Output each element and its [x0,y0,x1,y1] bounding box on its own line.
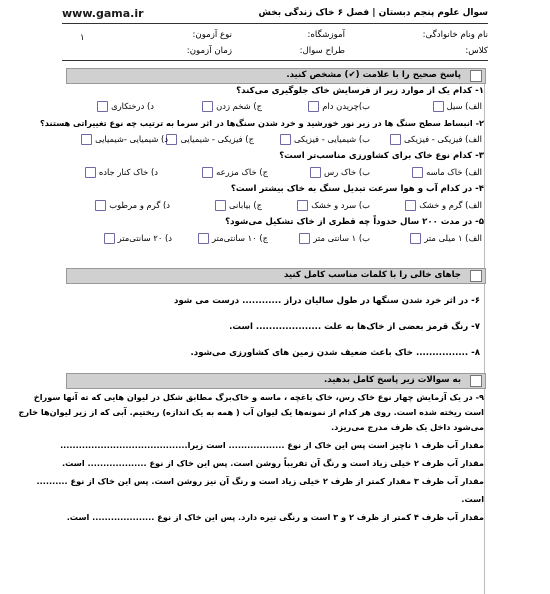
checkbox[interactable] [97,101,108,112]
q4-option-a[interactable]: الف) گرم و خشک [405,200,482,211]
q1-option-b[interactable]: ب)چریدن دام [308,101,370,112]
checkbox[interactable] [433,101,444,112]
question-5: ۵- در مدت ۲۰۰ سال حدوداً چه قطری از خاک تشکیل می‌شود؟ [225,217,484,227]
q2-option-d[interactable]: د) شیمیایی -شیمیایی [81,134,168,145]
class-label: کلاس: [465,46,488,56]
fill-blank-8[interactable]: ۸- ................ خاک باعث ضعیف شدن زمین های کشاورزی می‌شود. [190,348,480,358]
q4-option-c[interactable]: ج) بیابانی [215,200,262,211]
checkbox[interactable] [166,134,177,145]
section1-title: پاسخ صحیح را با علامت (✔) مشخص کنید. [286,70,461,80]
q3-option-d[interactable]: د) خاک کنار جاده [85,167,158,178]
q5-option-c[interactable]: ج) ۱۰ سانتی‌متر [198,233,268,244]
checkbox[interactable] [410,233,421,244]
checkbox[interactable] [85,167,96,178]
q5-option-b[interactable]: ب) ۱ سانتی متر [299,233,370,244]
section1-score-box [470,70,482,82]
q1-option-a[interactable]: الف) سیل [433,101,482,112]
section3-score-box [470,375,482,387]
q3-option-b[interactable]: ب) خاک رس [310,167,370,178]
q9-line-4[interactable]: مقدار آب ظرف ۱ ناچیز است پس این خاک از نوع .................. است زیرا......................................... [60,440,484,450]
q3-option-a[interactable]: الف) خاک ماسه [412,167,482,178]
checkbox[interactable] [310,167,321,178]
q1-option-d[interactable]: د) درختکاری [97,101,154,112]
q9-line-8[interactable]: مقدار آب ظرف ۴ کمتر از ظرف ۲ و ۳ است و رنگی تیره دارد. پس این خاک از نوع .................... است. [66,512,484,522]
q9-line-3: می‌شود داخل یک ظرف مدرج می‌ریزد. [331,422,484,432]
q4-option-b[interactable]: ب) سرد و خشک [297,200,370,211]
checkbox[interactable] [280,134,291,145]
q5-option-a[interactable]: الف) ۱ میلی متر [410,233,482,244]
fill-blank-7[interactable]: ۷- رنگ قرمز بعضی از خاک‌ها به علت .................... است. [229,322,480,332]
q5-option-d[interactable]: د) ۲۰ سانتی‌متر [104,233,172,244]
exam-type-label: نوع آزمون: [192,30,232,40]
checkbox[interactable] [390,134,401,145]
header-divider [62,23,488,24]
checkbox[interactable] [95,200,106,211]
checkbox[interactable] [215,200,226,211]
section2-title: جاهای خالی را با کلمات مناسب کامل کنید [283,270,461,280]
page-title: سوال علوم پنجم دبستان | فصل ۶ خاک زندگی بخش [258,8,488,18]
q9-line-1: ۹- در یک آزمایش چهار نوع خاک رس، خاک باغچه ، ماسه و خاک‌برگ مطابق شکل در لیوان هایی که ته آنها سوراخ [33,392,484,402]
checkbox[interactable] [202,101,213,112]
checkbox[interactable] [405,200,416,211]
q4-option-d[interactable]: د) گرم و مرطوب [95,200,170,211]
designer-label: طراح سوال: [299,46,345,56]
header-divider-bottom [62,60,488,61]
q9-line-5[interactable]: مقدار آب ظرف ۲ خیلی زیاد است و رنگ آن تقریباً روشن است. پس این خاک از نوع ................... است. [62,458,484,468]
checkbox[interactable] [412,167,423,178]
section3-title: به سوالات زیر پاسخ کامل بدهید. [324,375,461,385]
checkbox[interactable] [81,134,92,145]
q3-option-c[interactable]: ج) خاک مزرعه [202,167,268,178]
school-label: آموزشگاه: [307,30,345,40]
q2-option-a[interactable]: الف) فیزیکی - فیزیکی [390,134,482,145]
q9-line-6[interactable]: مقدار آب ظرف ۳ مقدار کمتر از ظرف ۲ خیلی زیاد است و رنگ آن نیز روشن است. پس این خاک از نوع .......... [36,476,484,486]
section3-header [66,373,486,389]
checkbox[interactable] [104,233,115,244]
q2-option-c[interactable]: ج) فیزیکی - شیمیایی [166,134,254,145]
site-url: www.gama.ir [62,7,144,20]
checkbox[interactable] [202,167,213,178]
checkbox[interactable] [297,200,308,211]
question-1: ۱- کدام یک از موارد زیر از فرسایش خاک جلوگیری می‌کند؟ [236,86,484,96]
name-label: نام ونام خانوادگی: [422,30,488,40]
checkbox[interactable] [299,233,310,244]
section2-header [66,268,486,284]
margin-line [484,80,485,594]
section2-score-box [470,270,482,282]
q2-option-b[interactable]: ب) شیمیایی - فیزیکی [280,134,370,145]
q9-line-7: است. [461,494,484,504]
page-number: ۱ [80,33,85,43]
fill-blank-6[interactable]: ۶- در اثر خرد شدن سنگها در طول سالیان دراز ............ درست می شود [173,296,480,306]
q1-option-c[interactable]: ج) شخم زدن [202,101,262,112]
section1-header [66,68,486,84]
question-2: ۲- انبساط سطح سنگ ها در زیر نور خورشید و خرد شدن سنگ‌ها در اثر سرما به ترتیب چه نوع تغییراتی هستند؟ [40,118,484,128]
checkbox[interactable] [198,233,209,244]
question-3: ۳- کدام نوع خاک برای کشاورزی مناسب‌تر است؟ [279,151,484,161]
q9-line-2: است ریخته شده است. روی هر کدام از نمونه‌ها یک لیوان آب ( همه به یک اندازه) ریختیم. آبی که از زیر لیوان‌ها خارج [18,407,484,417]
checkbox[interactable] [308,101,319,112]
question-4: ۴- در کدام آب و هوا سرعت تبدیل سنگ به خاک بیشتر است؟ [230,184,484,194]
exam-time-label: زمان آزمون: [186,46,232,56]
